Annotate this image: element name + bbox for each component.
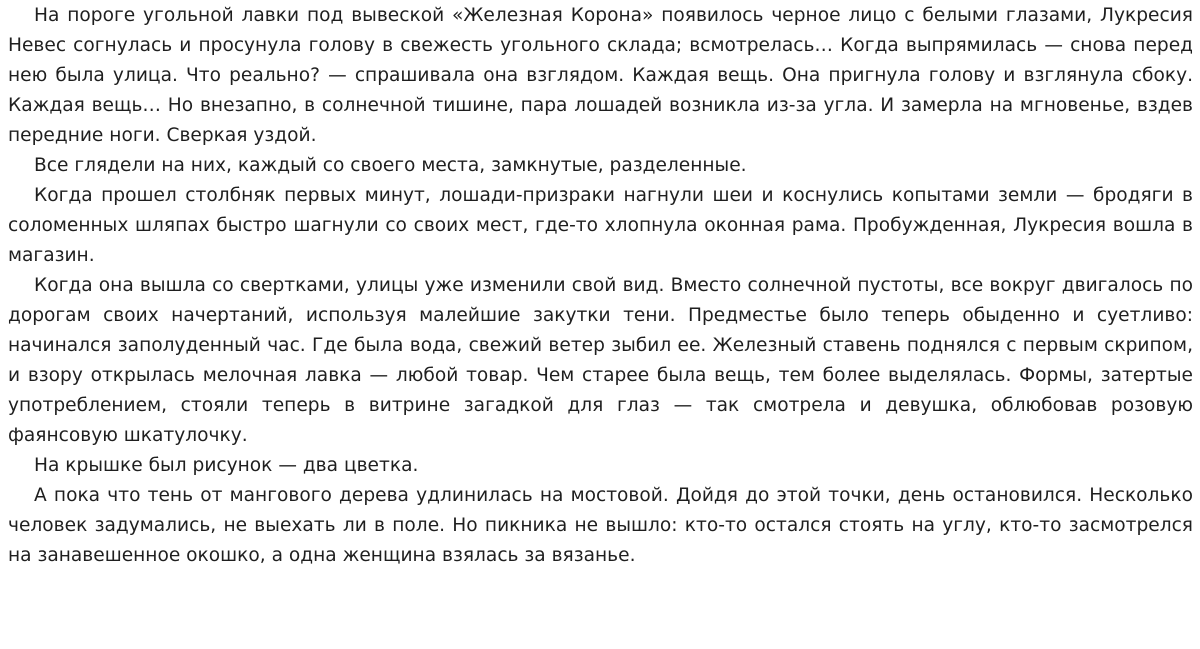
- paragraph: Все глядели на них, каждый со своего места, замкнутые, разделенные.: [34, 155, 747, 176]
- paragraph: Когда она вышла со свертками, улицы уже изменили свой вид. Вместо солнечной пустоты, все вокруг двигалось по дорогам своих начертаний, используя малейшие закутки тени. Предместье было теперь обыденно и суетливо: начинался заполуденный час. Где была вода, свежий ветер зыбил ее. Железный ставень поднялся с первым скрипом, и взору открылась мелочная лавка — любой товар. Чем старее была вещь, тем более выделялась. Формы, затертые употреблением, стояли теперь в витрине загадкой для глаз — так смотрела и девушка, облюбовав розовую фаянсовую шкатулочку.: [8, 275, 1193, 446]
- paragraph: На пороге угольной лавки под вывеской «Железная Корона» появилось черное лицо с белыми глазами, Лукресия Невес согнулась и просунула голову в свежесть угольного склада; всмотрелась… Когда выпрямилась — снова перед нею была улица. Что реально? — спрашивала она взглядом. Каждая вещь. Она пригнула голову и взглянула сбоку. Каждая вещь… Но внезапно, в солнечной тишине, пара лошадей возникла из-за угла. И замерла на мгновенье, вздев передние ноги. Сверкая уздой.: [8, 5, 1193, 146]
- paragraph: А пока что тень от мангового дерева удлинилась на мостовой. Дойдя до этой точки, день остановился. Несколько человек задумались, не выехать ли в поле. Но пикника не вышло: кто-то остался стоять на углу, кто-то засмотрелся на занавешенное окошко, а одна женщина взялась за вязанье.: [8, 485, 1193, 566]
- paragraph: На крышке был рисунок — два цветка.: [34, 455, 419, 476]
- document-page: [0, 1, 1200, 649]
- paragraph: Когда прошел столбняк первых минут, лошади-призраки нагнули шеи и коснулись копытами земли — бродяги в соломенных шляпах быстро шагнули со своих мест, где-то хлопнула оконная рама. Пробужденная, Лукресия вошла в магазин.: [8, 185, 1193, 266]
